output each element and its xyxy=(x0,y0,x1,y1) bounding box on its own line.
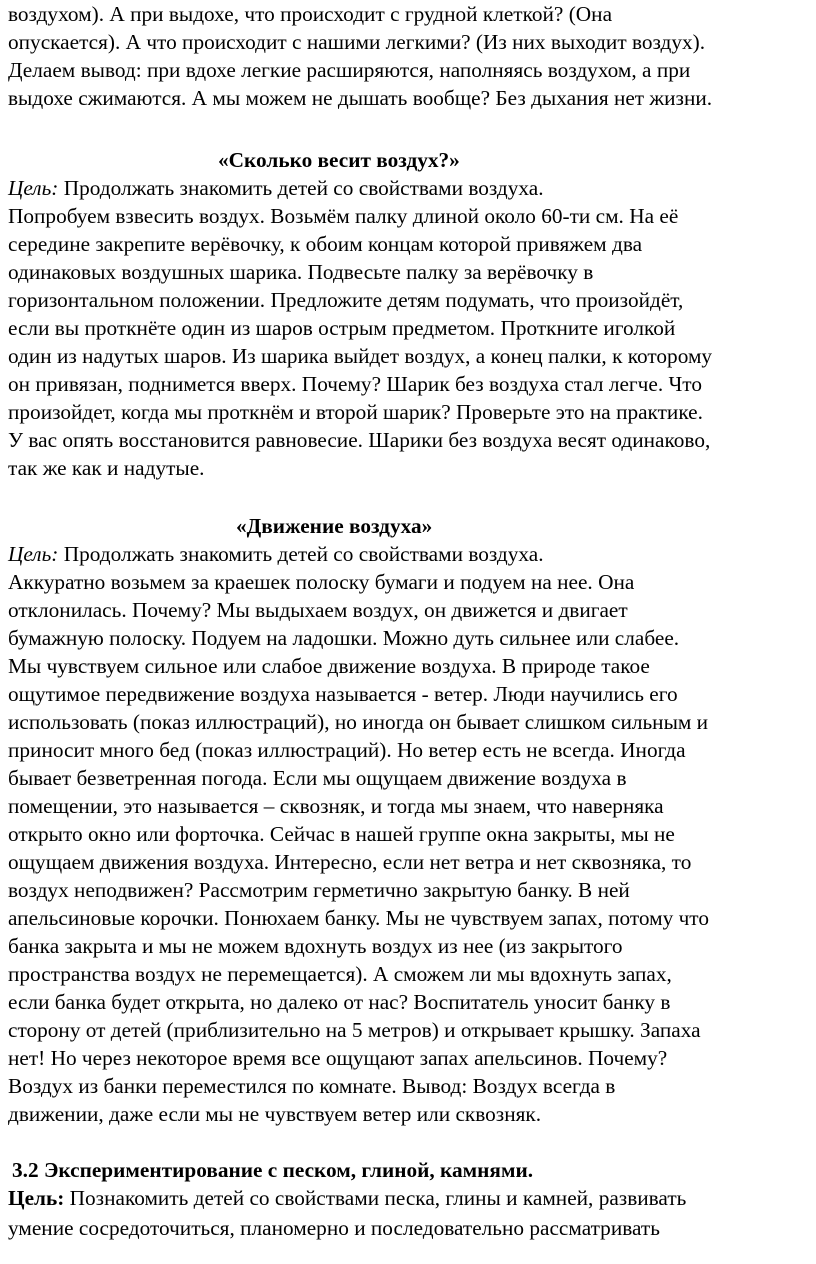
intro-line: Делаем вывод: при вдохе легкие расширяются, наполняясь воздухом, а при xyxy=(8,58,691,82)
paragraph-line: если вы проткнёте один из шаров острым предметом. Проткните иголкой xyxy=(8,316,676,340)
section-goal xyxy=(8,174,544,202)
paragraph-line: нет! Но через некоторое время все ощущают запах апельсинов. Почему? xyxy=(8,1046,668,1070)
paragraph-line: один из надутых шаров. Из шарика выйдет воздух, а конец палки, к которому xyxy=(8,344,713,368)
goal-text: Познакомить детей со свойствами песка, глины и камней, развивать xyxy=(64,1186,687,1210)
paragraph-line: Мы чувствуем сильное или слабое движение воздуха. В природе такое xyxy=(8,654,650,678)
paragraph-line: пространства воздух не перемещается). А сможем ли мы вдохнуть запах, xyxy=(8,962,672,986)
paragraph-line: помещении, это называется – сквозняк, и тогда мы знаем, что наверняка xyxy=(8,794,664,818)
section-title-air-weight: «Сколько весит воздух?» xyxy=(218,148,460,172)
paragraph-line: открыто окно или форточка. Сейчас в нашей группе окна закрыты, мы не xyxy=(8,822,675,846)
intro-line: выдохе сжимаются. А мы можем не дышать вообще? Без дыхания нет жизни. xyxy=(8,86,713,110)
paragraph-line: воздух неподвижен? Рассмотрим герметично закрытую банку. В ней xyxy=(8,878,630,902)
paragraph-line: произойдет, когда мы проткнём и второй шарик? Проверьте это на практике. xyxy=(8,400,703,424)
goal-text: Продолжать знакомить детей со свойствами воздуха. xyxy=(58,176,544,200)
paragraph-line: Аккуратно возьмем за краешек полоску бумаги и подуем на нее. Она xyxy=(8,570,635,594)
paragraph-line: использовать (показ иллюстраций), но иногда он бывает слишком сильным и xyxy=(8,710,709,734)
paragraph-line: банка закрыта и мы не можем вдохнуть воздух из нее (из закрытого xyxy=(8,934,623,958)
section-goal xyxy=(8,540,544,568)
paragraph-line: он привязан, поднимется вверх. Почему? Шарик без воздуха стал легче. Что xyxy=(8,372,702,396)
paragraph-line: апельсиновые корочки. Понюхаем банку. Мы не чувствуем запах, потому что xyxy=(8,906,709,930)
paragraph-line: У вас опять восстановится равновесие. Шарики без воздуха весят одинаково, xyxy=(8,428,711,452)
goal-label: Цель: xyxy=(8,1186,65,1210)
paragraph-line: если банка будет открыта, но далеко от нас? Воспитатель уносит банку в xyxy=(8,990,671,1014)
paragraph-line: так же как и надутые. xyxy=(8,456,205,480)
paragraph-line: Воздух из банки переместился по комнате. Вывод: Воздух всегда в xyxy=(8,1074,616,1098)
paragraph-line: ощутимое передвижение воздуха называется - ветер. Люди научились его xyxy=(8,682,678,706)
paragraph-line: приносит много бед (показ иллюстраций). Но ветер есть не всегда. Иногда xyxy=(8,738,686,762)
paragraph-line: сторону от детей (приблизительно на 5 метров) и открывает крышку. Запаха xyxy=(8,1018,701,1042)
intro-line: опускается). А что происходит с нашими легкими? (Из них выходит воздух). xyxy=(8,30,706,54)
intro-line: воздухом). А при выдохе, что происходит с грудной клеткой? (Она xyxy=(8,2,613,26)
goal-label: Цель: xyxy=(8,542,59,566)
paragraph-line: середине закрепите верёвочку, к обоим концам которой привяжем два xyxy=(8,232,643,256)
paragraph-line: бывает безветренная погода. Если мы ощущаем движение воздуха в xyxy=(8,766,627,790)
paragraph-line: горизонтальном положении. Предложите детям подумать, что произойдёт, xyxy=(8,288,684,312)
paragraph-line: движении, даже если мы не чувствуем ветер или сквозняк. xyxy=(8,1102,542,1126)
paragraph-line: Попробуем взвесить воздух. Возьмём палку длиной около 60-ти см. На её xyxy=(8,204,679,228)
paragraph-line: ощущаем движения воздуха. Интересно, если нет ветра и нет сквозняка, то xyxy=(8,850,692,874)
section-goal xyxy=(8,1184,686,1212)
goal-text: Продолжать знакомить детей со свойствами воздуха. xyxy=(58,542,544,566)
paragraph-line: бумажную полоску. Подуем на ладошки. Можно дуть сильнее или слабее. xyxy=(8,626,680,650)
paragraph-line: одинаковых воздушных шарика. Подвесьте палку за верёвочку в xyxy=(8,260,594,284)
paragraph-line: отклонилась. Почему? Мы выдыхаем воздух, он движется и двигает xyxy=(8,598,628,622)
section-title-sand-clay-stones: 3.2 Экспериментирование с песком, глиной, камнями. xyxy=(12,1158,534,1182)
section-title-air-movement: «Движение воздуха» xyxy=(236,514,433,538)
goal-label: Цель: xyxy=(8,176,59,200)
paragraph-line: умение сосредоточиться, планомерно и последовательно рассматривать xyxy=(8,1216,660,1240)
